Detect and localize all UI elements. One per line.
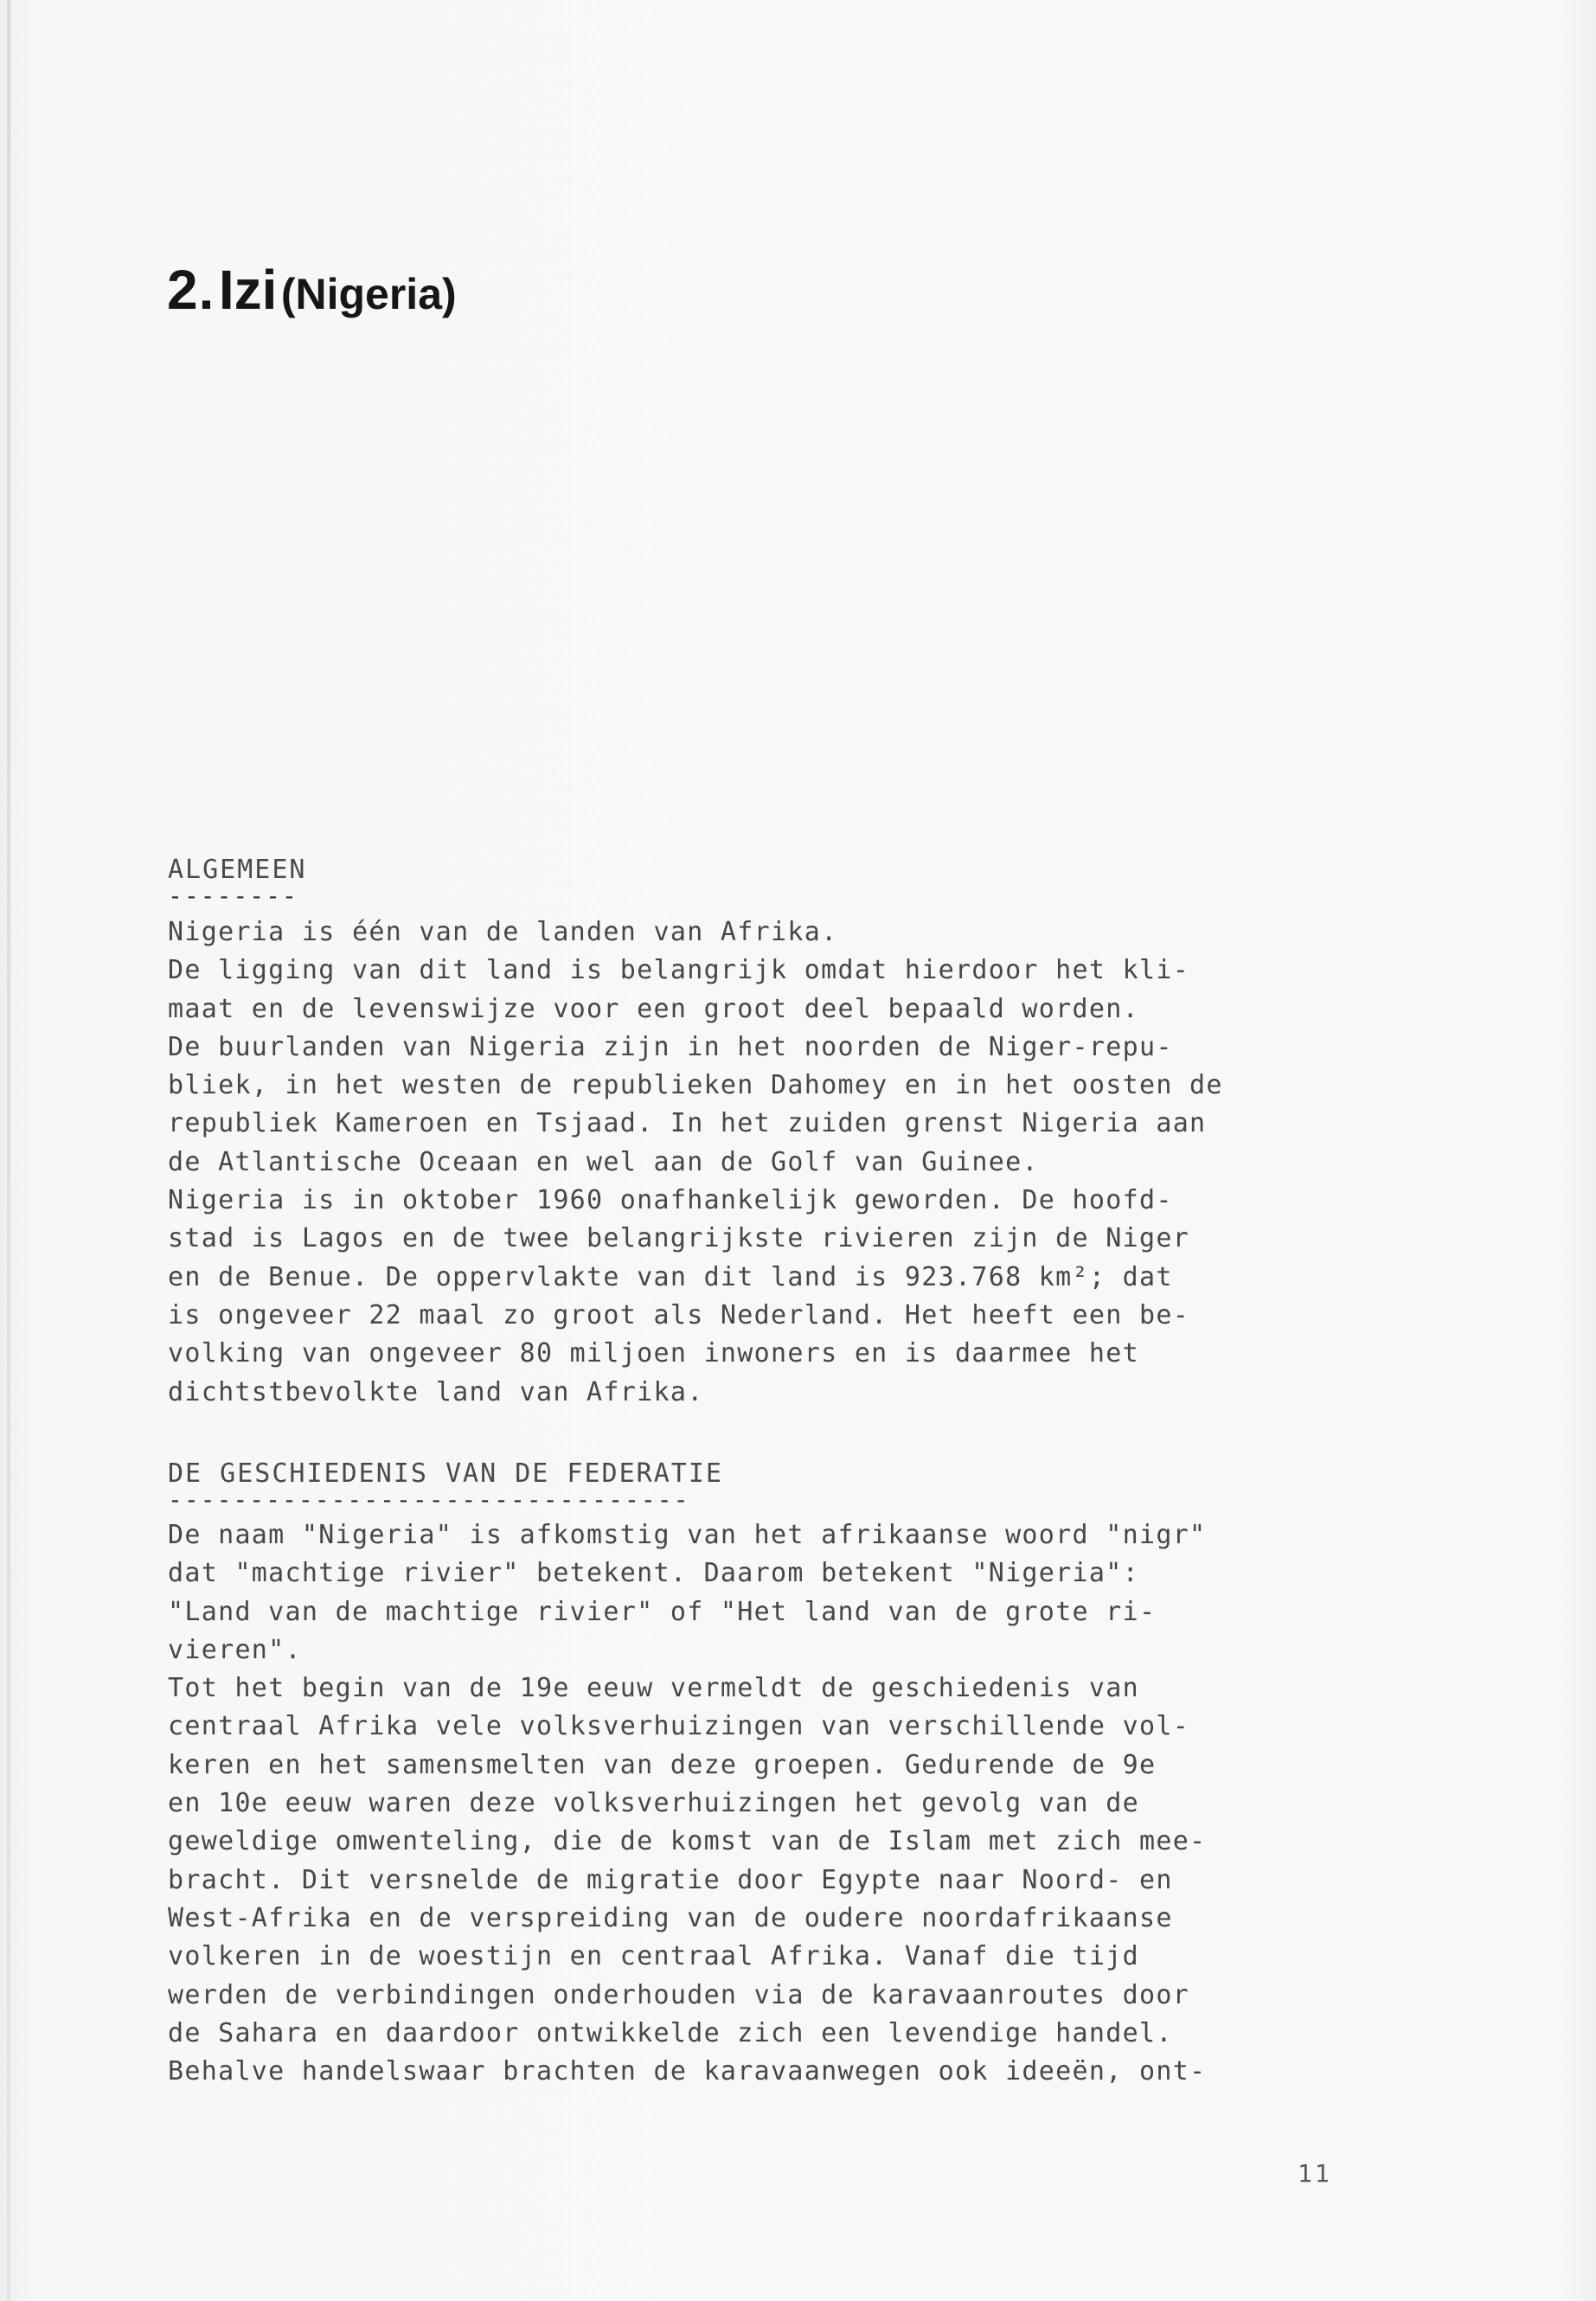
text-line: dat "machtige rivier" betekent. Daarom betekent "Nigeria": <box>168 1558 1139 1589</box>
text-line: stad is Lagos en de twee belangrijkste rivieren zijn de Niger <box>168 1223 1190 1254</box>
chapter-title <box>167 258 457 322</box>
text-line: centraal Afrika vele volksverhuizingen van verschillende vol- <box>168 1711 1190 1742</box>
text-line: dichtstbevolkte land van Afrika. <box>168 1376 704 1407</box>
text-line: Nigeria is in oktober 1960 onafhankelijk geworden. De hoofd- <box>168 1185 1173 1216</box>
text-line: werden de verbindingen onderhouden via de karavaanroutes door <box>168 1979 1190 2010</box>
section-heading-history-underline: -------------------------------- <box>168 1485 690 1514</box>
text-line: en de Benue. De oppervlakte van dit land is 923.768 km²; dat <box>168 1261 1173 1292</box>
text-line: De naam "Nigeria" is afkomstig van het afrikaanse woord "nigr" <box>168 1520 1207 1550</box>
section-general-body <box>168 913 1396 1412</box>
text-line: Tot het begin van de 19e eeuw vermeldt de geschiedenis van <box>168 1673 1139 1704</box>
text-line: De buurlanden van Nigeria zijn in het noorden de Niger-repu- <box>168 1031 1173 1062</box>
text-line: vieren". <box>168 1634 302 1665</box>
text-line: Nigeria is één van de landen van Afrika. <box>168 917 838 947</box>
text-line: de Sahara en daardoor ontwikkelde zich een levendige handel. <box>168 2017 1173 2048</box>
section-heading-general-underline: -------- <box>168 881 298 910</box>
text-line: De ligging van dit land is belangrijk omdat hierdoor het kli- <box>168 955 1190 986</box>
text-line: is ongeveer 22 maal zo groot als Nederland. Het heeft een be- <box>168 1299 1190 1330</box>
text-line: Behalve handelswaar brachten de karavaanwegen ook ideeën, ont- <box>168 2056 1207 2087</box>
text-line: keren en het samensmelten van deze groepen. Gedurende de 9e <box>168 1749 1157 1780</box>
text-line: republiek Kameroen en Tsjaad. In het zuiden grenst Nigeria aan <box>168 1108 1207 1139</box>
text-line: West-Afrika en de verspreiding van de oudere noordafrikaanse <box>168 1902 1173 1933</box>
section-heading-history: DE GESCHIEDENIS VAN DE FEDERATIE <box>168 1458 723 1489</box>
text-line: "Land van de machtige rivier" of "Het land van de grote ri- <box>168 1596 1157 1627</box>
text-line: maat en de levenswijze voor een groot deel bepaald worden. <box>168 993 1139 1024</box>
text-line: bracht. Dit versnelde de migratie door Egypte naar Noord- en <box>168 1864 1173 1895</box>
page-number: 11 <box>1298 2159 1332 2188</box>
text-line: volkeren in de woestijn en centraal Afrika. Vanaf die tijd <box>168 1941 1139 1972</box>
text-line: volking van ongeveer 80 miljoen inwoners en is daarmee het <box>168 1338 1139 1369</box>
text-line: bliek, in het westen de republieken Dahomey en in het oosten de <box>168 1070 1223 1101</box>
section-heading-general: ALGEMEEN <box>168 855 307 885</box>
chapter-name: Izi <box>218 259 278 321</box>
text-line: de Atlantische Oceaan en wel aan de Golf van Guinee. <box>168 1146 1039 1177</box>
text-line: geweldige omwenteling, die de komst van de Islam met zich mee- <box>168 1826 1207 1857</box>
section-history-body <box>168 1516 1396 2091</box>
text-line: en 10e eeuw waren deze volksverhuizingen het gevolg van de <box>168 1788 1139 1819</box>
chapter-number: 2. <box>167 259 215 321</box>
page-edge <box>7 0 10 2301</box>
chapter-country: (Nigeria) <box>280 270 457 318</box>
